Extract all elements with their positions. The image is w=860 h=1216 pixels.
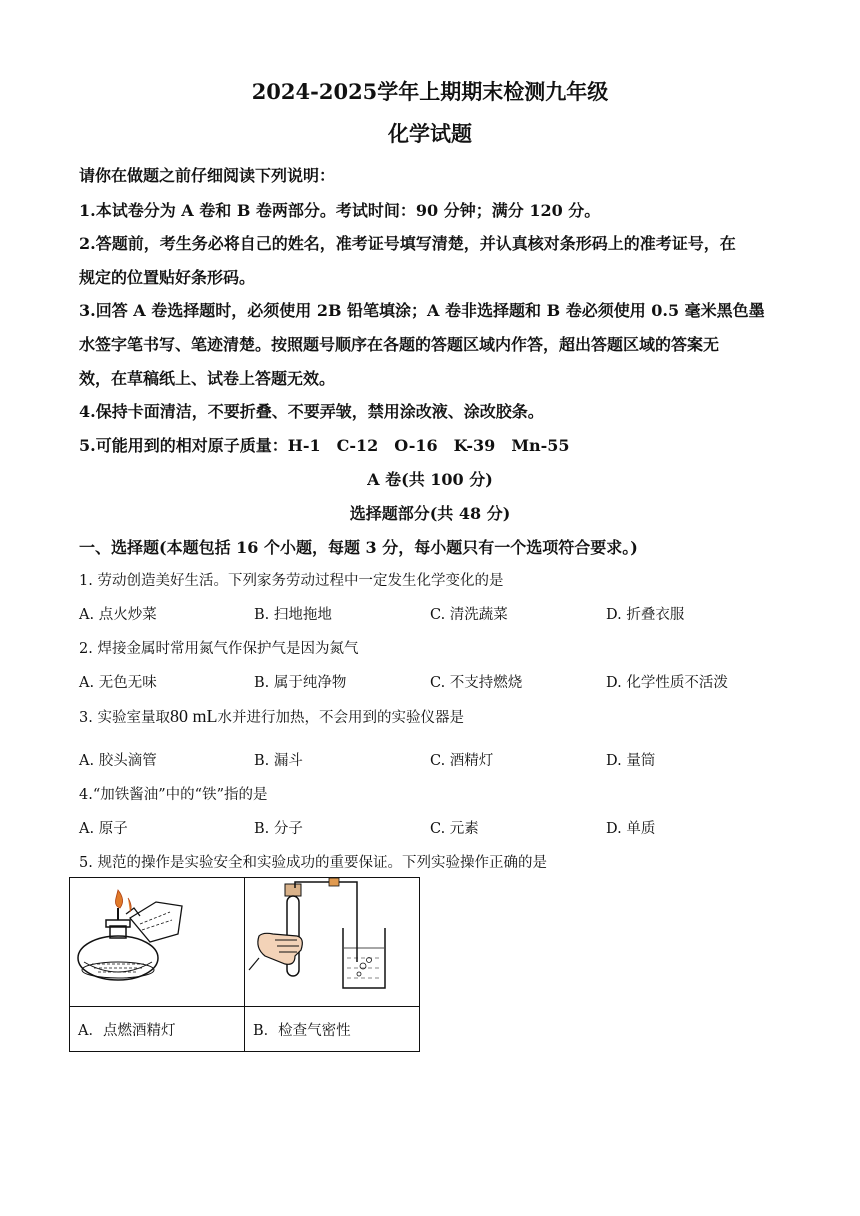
page-title: 2024-2025学年上期期末检测九年级 [251,79,609,104]
instruction-line: 4.保持卡面清洁，不要折叠、不要弄皱，禁用涂改液、涂改胶条。 [79,402,544,421]
question-stem: 1. 劳动创造美好生活。下列家务劳动过程中一定发生化学变化的是 [79,573,504,589]
airtightness-check-illustration [245,878,419,1002]
question-stem: 5. 规范的操作是实验安全和实验成功的重要保证。下列实验操作正确的是 [79,855,547,871]
question-stem [79,706,464,727]
option-a: A. 胶头滴管 [79,753,157,769]
option-c: C. 清洗蔬菜 [430,607,508,623]
question-stem-pre: 3. 实验室量取 [79,710,170,726]
question-5-figure-table [69,877,420,1052]
alcohol-lamp-lighting-illustration [70,878,244,1002]
figure-cell-a [70,878,245,1007]
caption-a: A．点燃酒精灯 [70,1007,245,1052]
option-d: D. 折叠衣服 [606,607,685,623]
question-stem-post: 水并进行加热，不会用到的实验仪器是 [217,710,464,726]
instruction-line: 1.本试卷分为 A 卷和 B 卷两部分。考试时间：90 分钟；满分 120 分。 [79,201,601,220]
figure-cell-b [245,878,420,1007]
option-c: C. 不支持燃烧 [430,675,523,691]
section-a-heading: A 卷(共 100 分) [367,470,493,489]
instructions-intro: 请你在做题之前仔细阅读下列说明： [79,166,336,185]
option-b: B. 扫地拖地 [254,607,332,623]
option-a: A. 无色无味 [79,675,157,691]
option-d: D. 化学性质不活泼 [606,675,728,691]
option-b: B. 属于纯净物 [254,675,347,691]
question-stem: 2. 焊接金属时常用氮气作保护气是因为氮气 [79,641,359,657]
option-d: D. 量筒 [606,753,656,769]
option-d: D. 单质 [606,821,656,837]
question-stem: 4.“加铁酱油”中的“铁”指的是 [79,787,268,803]
part-one-heading: 一、选择题(本题包括 16 个小题，每题 3 分，每小题只有一个选项符合要求。) [79,538,638,557]
instruction-line: 3.回答 A 卷选择题时，必须使用 2B 铅笔填涂；A 卷非选择题和 B 卷必须使用 0.5 毫米黑色墨 [79,301,765,320]
option-c: C. 元素 [430,821,479,837]
instruction-line: 水签字笔书写、笔迹清楚。按照题号顺序在各题的答题区域内作答，超出答题区域的答案无 [79,335,720,354]
instruction-line: 2.答题前，考生务必将自己的姓名，准考证号填写清楚，并认真核对条形码上的准考证号，在 [79,234,736,253]
volume-value: 80 mL [169,706,218,726]
option-b: B. 漏斗 [254,753,303,769]
option-c: C. 酒精灯 [430,753,494,769]
option-b: B. 分子 [254,821,303,837]
instruction-line: 5.可能用到的相对原子质量：H-1 C-12 O-16 K-39 Mn-55 [79,436,570,455]
option-a: A. 点火炒菜 [79,607,157,623]
choice-section-heading: 选择题部分(共 48 分) [349,504,511,523]
instruction-line: 规定的位置贴好条形码。 [79,268,256,287]
option-a: A. 原子 [79,821,128,837]
instruction-line: 效，在草稿纸上、试卷上答题无效。 [79,369,336,388]
caption-b: B．检查气密性 [245,1007,420,1052]
page-subtitle: 化学试题 [388,121,472,146]
